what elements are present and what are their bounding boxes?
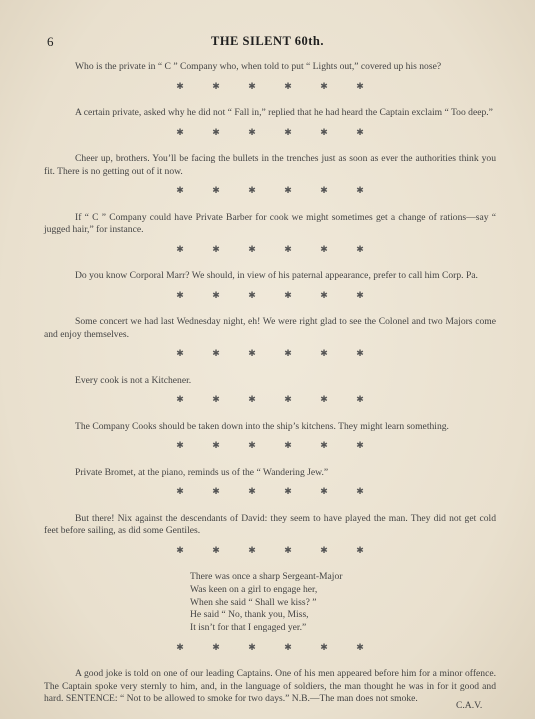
star-glyph: ✱ bbox=[248, 126, 256, 137]
star-glyph: ✱ bbox=[248, 486, 256, 496]
limerick bbox=[190, 571, 496, 635]
star-glyph: ✱ bbox=[248, 544, 256, 555]
star-glyph: ✱ bbox=[176, 243, 184, 254]
star-glyph: ✱ bbox=[356, 348, 364, 358]
verse-line: It isn’t for that I engaged yer.” bbox=[190, 622, 307, 634]
star-glyph: ✱ bbox=[248, 243, 256, 254]
star-glyph: ✱ bbox=[320, 394, 328, 404]
star-glyph: ✱ bbox=[356, 440, 364, 450]
star-glyph: ✱ bbox=[248, 289, 256, 300]
star-glyph: ✱ bbox=[356, 126, 364, 137]
star-glyph: ✱ bbox=[176, 641, 184, 652]
star-glyph: ✱ bbox=[212, 486, 220, 496]
separator bbox=[44, 126, 496, 139]
final-paragraph: A good joke is told on one of our leading Captains. One of his men appeared before him for a minor offence. The Captain spoke very sternly to him, and, in the language of soldiers, the man thought he was in for it good and hard. SENTENCE: “ Not to be allowed to smoke for two days.” N.B.—The man does not smoke. bbox=[44, 668, 496, 705]
star-glyph: ✱ bbox=[356, 289, 364, 300]
star-glyph: ✱ bbox=[176, 348, 184, 358]
separator bbox=[44, 544, 496, 557]
star-glyph: ✱ bbox=[284, 243, 292, 254]
star-glyph: ✱ bbox=[212, 394, 220, 404]
star-glyph: ✱ bbox=[320, 544, 328, 555]
separator bbox=[44, 393, 496, 406]
star-glyph: ✱ bbox=[212, 185, 220, 195]
running-title: THE SILENT 60th. bbox=[210, 34, 325, 48]
separator bbox=[44, 485, 496, 498]
star-glyph: ✱ bbox=[320, 348, 328, 358]
star-glyph: ✱ bbox=[212, 126, 220, 137]
verse-line: He said “ No, thank you, Miss, bbox=[190, 609, 309, 621]
verse-line: When she said “ Shall we kiss? ” bbox=[190, 596, 317, 608]
verse-line: There was once a sharp Sergeant-Major bbox=[190, 571, 343, 582]
star-glyph: ✱ bbox=[212, 544, 220, 555]
star-glyph: ✱ bbox=[176, 544, 184, 555]
star-glyph: ✱ bbox=[176, 486, 184, 496]
star-glyph: ✱ bbox=[284, 641, 292, 652]
star-glyph: ✱ bbox=[212, 641, 220, 652]
star-glyph: ✱ bbox=[356, 544, 364, 555]
star-glyph: ✱ bbox=[284, 185, 292, 195]
star-glyph: ✱ bbox=[284, 440, 292, 450]
star-glyph: ✱ bbox=[284, 394, 292, 404]
page-number: 6 bbox=[47, 34, 54, 49]
star-glyph: ✱ bbox=[320, 126, 328, 137]
separator bbox=[44, 347, 496, 360]
separator bbox=[44, 439, 496, 452]
star-glyph: ✱ bbox=[176, 80, 184, 91]
star-glyph: ✱ bbox=[284, 544, 292, 555]
star-glyph: ✱ bbox=[320, 486, 328, 496]
star-glyph: ✱ bbox=[176, 126, 184, 137]
star-glyph: ✱ bbox=[176, 394, 184, 404]
separator bbox=[44, 641, 496, 654]
separator bbox=[44, 184, 496, 197]
star-glyph: ✱ bbox=[284, 348, 292, 358]
paragraph-1: Who is the private in “ C ” Company who, when told to put “ Lights out,” covered up his nose? bbox=[75, 61, 442, 72]
star-glyph: ✱ bbox=[212, 440, 220, 450]
separator bbox=[44, 243, 496, 256]
star-glyph: ✱ bbox=[356, 185, 364, 195]
page-content bbox=[44, 61, 496, 706]
paragraph-6: Some concert we had last Wednesday night, eh! We were right glad to see the Colonel and two Majors come and enjoy themselves. bbox=[44, 316, 496, 340]
star-glyph: ✱ bbox=[320, 185, 328, 195]
star-glyph: ✱ bbox=[320, 440, 328, 450]
verse-line: Was keen on a girl to engage her, bbox=[190, 583, 318, 595]
signature: C.A.V. bbox=[456, 700, 483, 711]
star-glyph: ✱ bbox=[356, 394, 364, 404]
star-glyph: ✱ bbox=[284, 126, 292, 137]
star-glyph: ✱ bbox=[248, 80, 256, 91]
paragraph-2: A certain private, asked why he did not “ Fall in,” replied that he had heard the Captain exclaim “ Too deep.” bbox=[75, 107, 493, 118]
star-glyph: ✱ bbox=[212, 289, 220, 300]
paragraph-9: Private Bromet, at the piano, reminds us of the “ Wandering Jew.” bbox=[75, 466, 329, 478]
paragraph-7: Every cook is not a Kitchener. bbox=[75, 374, 192, 386]
star-glyph: ✱ bbox=[248, 641, 256, 652]
star-glyph: ✱ bbox=[320, 641, 328, 652]
paragraph-8: The Company Cooks should be taken down into the ship’s kitchens. They might learn something. bbox=[75, 420, 449, 432]
paragraph-10: But there! Nix against the descendants of David: they seem to have played the man. They did not get cold feet before sailing, as did some Gentiles. bbox=[44, 512, 496, 536]
star-glyph: ✱ bbox=[176, 440, 184, 450]
star-glyph: ✱ bbox=[284, 486, 292, 496]
paragraph-3: Cheer up, brothers. You’ll be facing the bullets in the trenches just as soon as ever the authorities think you fit. There is no getting out of it now. bbox=[44, 153, 496, 177]
star-glyph: ✱ bbox=[320, 80, 328, 91]
star-glyph: ✱ bbox=[356, 243, 364, 254]
star-glyph: ✱ bbox=[284, 289, 292, 300]
star-glyph: ✱ bbox=[356, 641, 364, 652]
star-glyph: ✱ bbox=[212, 243, 220, 254]
star-glyph: ✱ bbox=[320, 289, 328, 300]
star-glyph: ✱ bbox=[248, 440, 256, 450]
star-glyph: ✱ bbox=[356, 486, 364, 496]
star-glyph: ✱ bbox=[176, 289, 184, 300]
separator bbox=[44, 289, 496, 302]
star-glyph: ✱ bbox=[356, 80, 364, 91]
star-glyph: ✱ bbox=[212, 348, 220, 358]
paragraph-4: If “ C ” Company could have Private Barber for cook we might sometimes get a change of rations—say “ jugged hair,” for instance. bbox=[44, 211, 496, 235]
star-glyph: ✱ bbox=[176, 185, 184, 195]
star-glyph: ✱ bbox=[248, 394, 256, 404]
star-glyph: ✱ bbox=[284, 80, 292, 91]
page-header bbox=[0, 34, 535, 50]
star-glyph: ✱ bbox=[248, 185, 256, 195]
star-glyph: ✱ bbox=[248, 348, 256, 358]
star-glyph: ✱ bbox=[212, 80, 220, 91]
paragraph-5: Do you know Corporal Marr? We should, in view of his paternal appearance, prefer to call him Corp. Pa. bbox=[75, 270, 478, 281]
separator bbox=[44, 80, 496, 93]
star-glyph: ✱ bbox=[320, 243, 328, 254]
